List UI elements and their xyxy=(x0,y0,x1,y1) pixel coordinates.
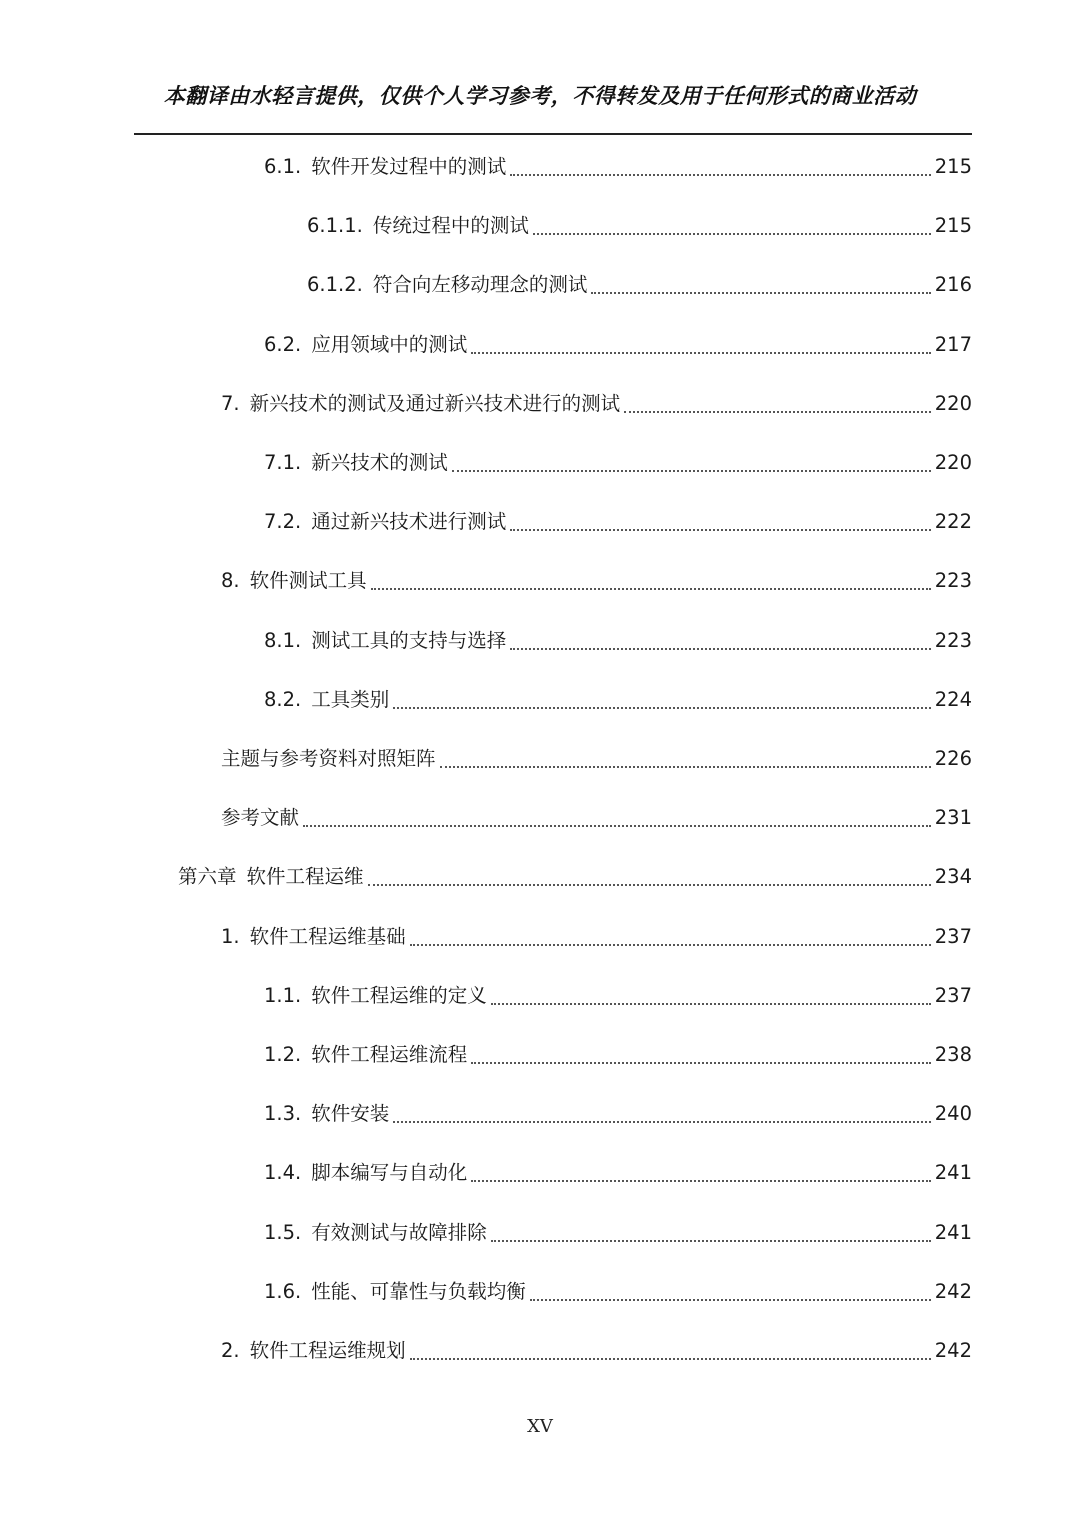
toc-entry-title: 软件工程运维 xyxy=(246,865,364,888)
toc-entry[interactable] xyxy=(264,1099,972,1129)
toc-entry-number: 6.1. xyxy=(264,155,302,178)
toc-entry-title: 主题与参考资料对照矩阵 xyxy=(221,747,436,770)
toc-leader-dots xyxy=(368,862,931,892)
toc-entry-number: 6.2. xyxy=(264,333,302,356)
toc-entry-page: 220 xyxy=(934,392,972,415)
toc-leader-dots xyxy=(393,1099,931,1129)
toc-entry[interactable] xyxy=(264,1040,972,1070)
toc-entry-number: 8.2. xyxy=(264,688,302,711)
toc-entry-page: 234 xyxy=(934,865,972,888)
toc-entry-number: 7.2. xyxy=(264,510,302,533)
toc-entry-number: 1.2. xyxy=(264,1043,302,1066)
toc-leader-dots xyxy=(410,922,931,952)
toc-entry-page: 216 xyxy=(934,273,972,296)
toc-leader-dots xyxy=(591,270,930,300)
toc-entry-title: 性能、可靠性与负载均衡 xyxy=(311,1280,526,1303)
toc-leader-dots xyxy=(471,330,931,360)
toc-entry-page: 242 xyxy=(934,1339,972,1362)
toc-entry-title: 有效测试与故障排除 xyxy=(311,1221,487,1244)
toc-entry-title: 软件开发过程中的测试 xyxy=(311,155,507,178)
toc-leader-dots xyxy=(624,389,931,419)
toc-entry-title: 软件工程运维基础 xyxy=(249,925,406,948)
toc-entry-number: 1.4. xyxy=(264,1161,302,1184)
toc-entry-title: 脚本编写与自动化 xyxy=(311,1161,468,1184)
toc-entry-page: 223 xyxy=(934,629,972,652)
toc-leader-dots xyxy=(530,1277,931,1307)
toc-entry-page: 220 xyxy=(934,451,972,474)
toc-entry[interactable] xyxy=(264,1218,972,1248)
toc-entry-title: 符合向左移动理念的测试 xyxy=(372,273,588,296)
toc-leader-dots xyxy=(533,211,931,241)
toc-entry-title: 测试工具的支持与选择 xyxy=(311,629,507,652)
toc-entry-number: 1.6. xyxy=(264,1280,302,1303)
toc-entry[interactable] xyxy=(307,211,972,241)
toc-entry-number: 1. xyxy=(221,925,240,948)
toc-leader-dots xyxy=(471,1158,931,1188)
toc-entry-number: 2. xyxy=(221,1339,240,1362)
toc-entry-number: 第六章 xyxy=(178,865,237,888)
toc-entry-number: 8. xyxy=(221,569,240,592)
toc-entry-number: 6.1.1. xyxy=(307,214,363,237)
toc-entry-title: 软件工程运维规划 xyxy=(249,1339,406,1362)
toc-entry-page: 241 xyxy=(934,1161,972,1184)
toc-entry-title: 参考文献 xyxy=(221,806,300,829)
page-header: 本翻译由水轻言提供，仅供个人学习参考，不得转发及用于任何形式的商业活动 xyxy=(163,84,917,108)
toc-entry[interactable] xyxy=(307,270,972,300)
toc-entry-number: 7.1. xyxy=(264,451,302,474)
toc-leader-dots xyxy=(371,566,931,596)
toc-leader-dots xyxy=(452,448,931,478)
toc-entry-title: 新兴技术的测试 xyxy=(311,451,448,474)
toc-entry[interactable] xyxy=(264,981,972,1011)
toc-entry-title: 软件工程运维的定义 xyxy=(311,984,487,1007)
toc-leader-dots xyxy=(510,626,931,656)
toc-entry[interactable] xyxy=(221,922,972,952)
toc-entry-page: 224 xyxy=(934,688,972,711)
toc-entry-page: 242 xyxy=(934,1280,972,1303)
toc-entry[interactable] xyxy=(264,685,972,715)
toc-entry-title: 软件测试工具 xyxy=(249,569,367,592)
toc-entry-page: 215 xyxy=(934,214,972,237)
toc-entry-page: 223 xyxy=(934,569,972,592)
toc-entry[interactable] xyxy=(221,803,972,833)
toc-leader-dots xyxy=(303,803,931,833)
toc-entry[interactable] xyxy=(264,1277,972,1307)
toc-entry-title: 软件工程运维流程 xyxy=(311,1043,468,1066)
toc-entry-title: 应用领域中的测试 xyxy=(311,333,468,356)
toc-entry[interactable] xyxy=(221,566,972,596)
toc-entry-page: 217 xyxy=(934,333,972,356)
toc-entry-page: 238 xyxy=(934,1043,972,1066)
toc-entry-number: 1.3. xyxy=(264,1102,302,1125)
toc-leader-dots xyxy=(440,744,931,774)
toc-entry[interactable] xyxy=(264,1158,972,1188)
toc-entry[interactable] xyxy=(264,152,972,182)
toc-entry-title: 软件安装 xyxy=(311,1102,390,1125)
toc-entry-number: 6.1.2. xyxy=(307,273,363,296)
toc-entry-title: 通过新兴技术进行测试 xyxy=(311,510,507,533)
toc-entry[interactable] xyxy=(264,507,972,537)
toc-entry-page: 237 xyxy=(934,984,972,1007)
toc-entry-page: 240 xyxy=(934,1102,972,1125)
toc-leader-dots xyxy=(491,1218,931,1248)
toc-entry-page: 226 xyxy=(934,747,972,770)
toc-entry-title: 传统过程中的测试 xyxy=(372,214,529,237)
toc-leader-dots xyxy=(510,152,931,182)
toc-entry-page: 222 xyxy=(934,510,972,533)
toc-entry[interactable] xyxy=(221,1336,972,1366)
toc-leader-dots xyxy=(510,507,931,537)
toc-entry-title: 工具类别 xyxy=(311,688,390,711)
toc-entry-page: 215 xyxy=(934,155,972,178)
toc-leader-dots xyxy=(393,685,931,715)
toc-entry[interactable] xyxy=(264,330,972,360)
toc-entry[interactable] xyxy=(221,744,972,774)
toc-leader-dots xyxy=(471,1040,931,1070)
toc-leader-dots xyxy=(410,1336,931,1366)
toc-entry[interactable] xyxy=(221,389,972,419)
toc-entry-number: 8.1. xyxy=(264,629,302,652)
toc-entry-number: 1.1. xyxy=(264,984,302,1007)
toc-entry[interactable] xyxy=(264,448,972,478)
toc-entry[interactable] xyxy=(264,626,972,656)
toc-entry-number: 7. xyxy=(221,392,240,415)
toc-entry-title: 新兴技术的测试及通过新兴技术进行的测试 xyxy=(249,392,621,415)
toc-leader-dots xyxy=(491,981,931,1011)
toc-entry-page: 231 xyxy=(934,806,972,829)
toc-entry-number: 1.5. xyxy=(264,1221,302,1244)
toc-entry[interactable] xyxy=(178,862,972,892)
toc-entry-page: 237 xyxy=(934,925,972,948)
toc-entry-page: 241 xyxy=(934,1221,972,1244)
page-number: XV xyxy=(527,1416,553,1437)
